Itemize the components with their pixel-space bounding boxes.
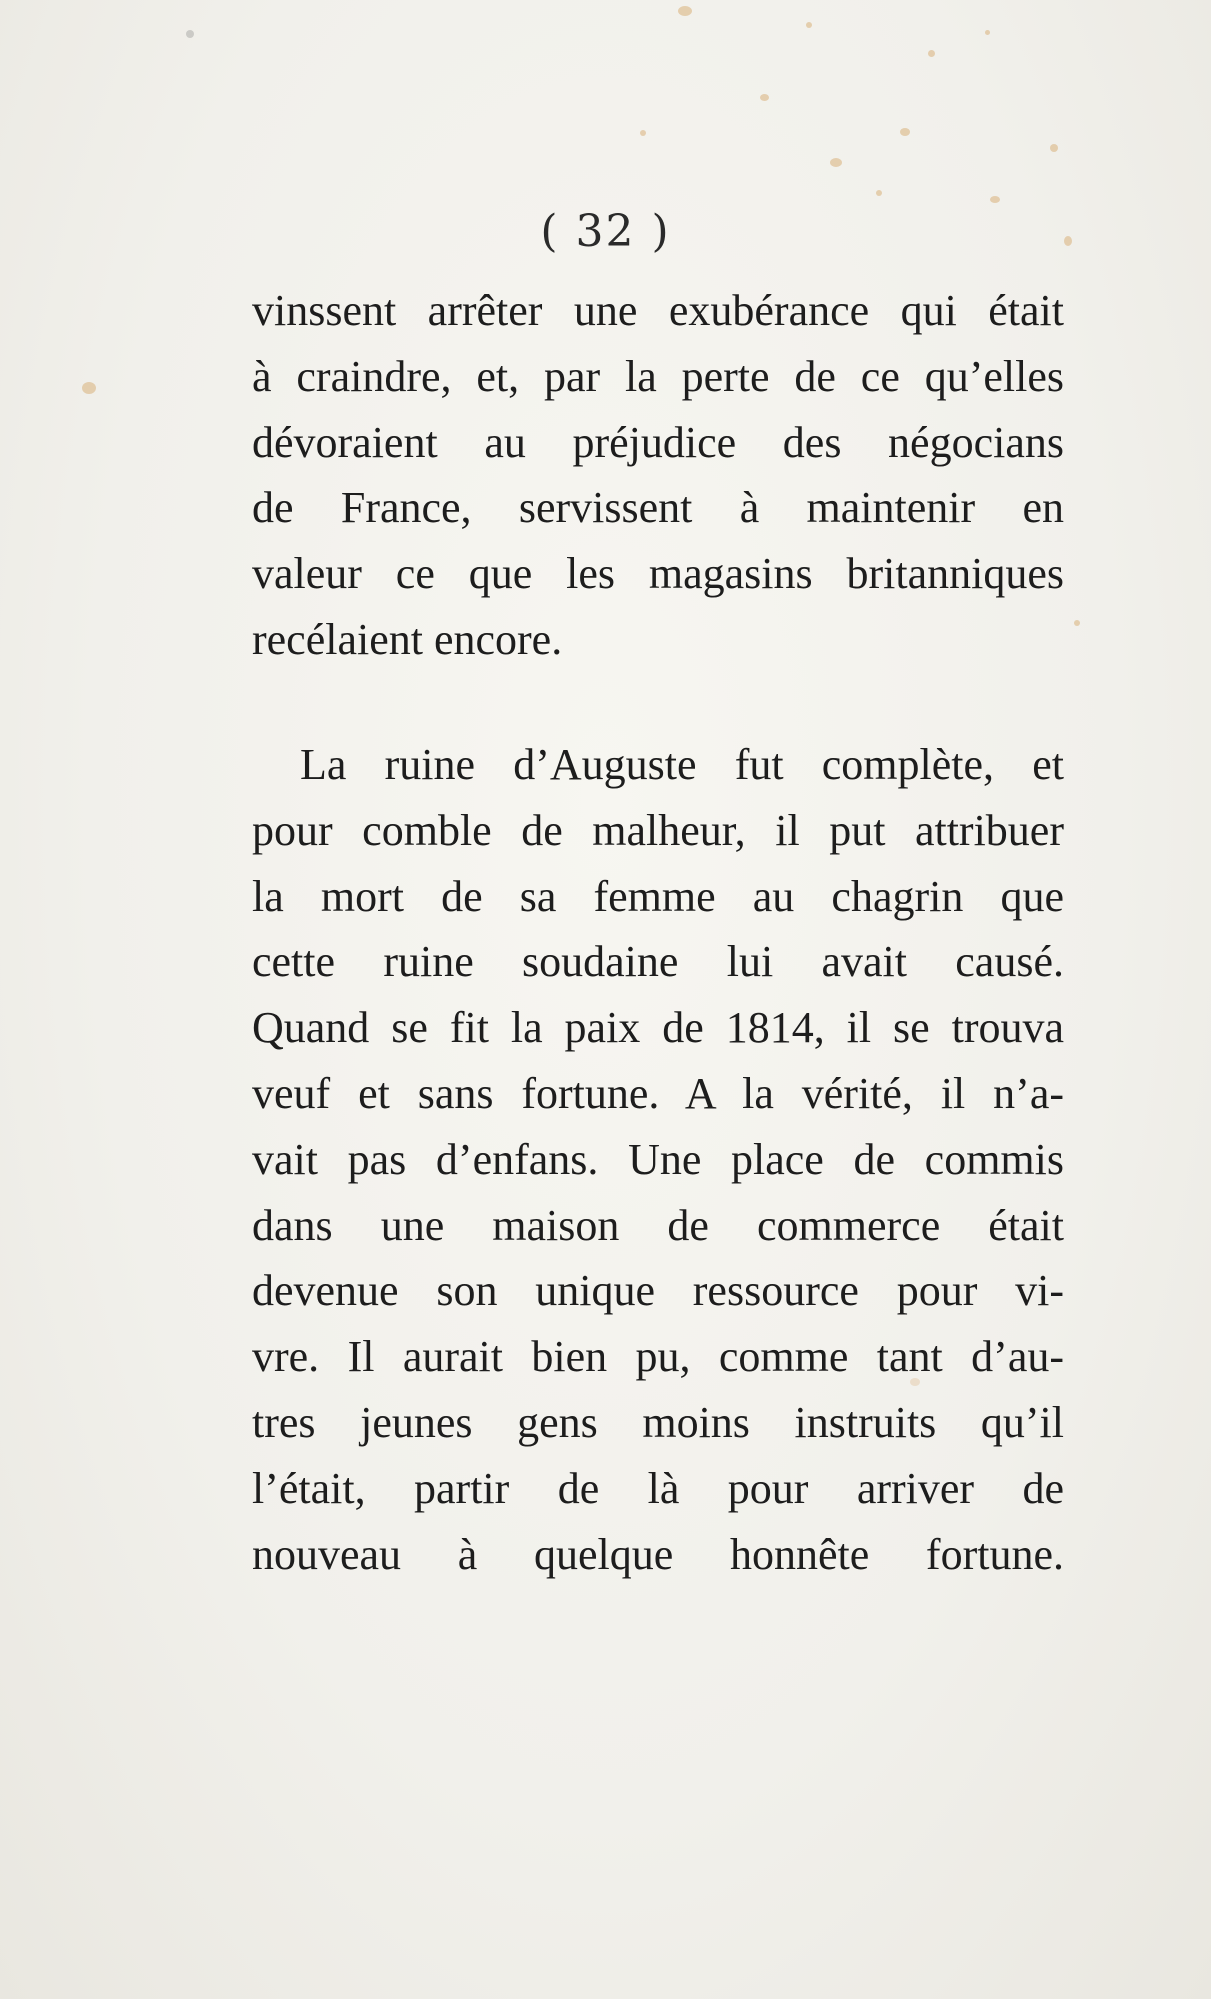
text-line: dévoraient au préjudice des négocians bbox=[252, 417, 1064, 467]
text-line: vinssent arrêter une exubérance qui était bbox=[252, 286, 1064, 335]
text-line: devenue son unique ressource pour vi- bbox=[252, 1266, 1064, 1316]
page-number: ( 32 ) bbox=[540, 206, 671, 257]
text-line: valeur ce que les magasins britanniques bbox=[252, 549, 1064, 599]
text-line: vait pas d’enfans. Une place de commis bbox=[252, 1134, 1064, 1184]
text-line: tres jeunes gens moins instruits qu’il bbox=[252, 1397, 1064, 1447]
text-line: la mort de sa femme au chagrin que bbox=[252, 871, 1064, 921]
foxing-spot bbox=[900, 128, 910, 136]
paragraph-2 bbox=[252, 732, 1064, 1587]
foxing-spot bbox=[928, 50, 935, 57]
foxing-spot bbox=[990, 196, 1000, 203]
foxing-spot bbox=[640, 130, 646, 136]
text-line: pour comble de malheur, il put attribuer bbox=[252, 805, 1064, 855]
text-line: veuf et sans fortune. A la vérité, il n’a- bbox=[252, 1068, 1064, 1118]
foxing-spot bbox=[985, 30, 990, 35]
foxing-spot bbox=[678, 6, 692, 16]
foxing-spot bbox=[1050, 144, 1058, 152]
text-line: recélaient encore. bbox=[252, 614, 563, 664]
text-line: Quand se fit la paix de 1814, il se trouva bbox=[252, 1003, 1064, 1053]
text-line: nouveau à quelque honnête fortune. bbox=[252, 1529, 1064, 1579]
text-line: La ruine d’Auguste fut complète, et bbox=[300, 740, 1064, 789]
foxing-spot bbox=[82, 382, 96, 394]
foxing-spot bbox=[186, 30, 194, 38]
text-line: l’était, partir de là pour arriver de bbox=[252, 1463, 1064, 1513]
foxing-spot bbox=[876, 190, 882, 196]
text-line: à craindre, et, par la perte de ce qu’elles bbox=[252, 351, 1064, 401]
text-line: vre. Il aurait bien pu, comme tant d’au- bbox=[252, 1332, 1064, 1382]
foxing-spot bbox=[830, 158, 842, 167]
foxing-spot bbox=[760, 94, 769, 101]
foxing-spot bbox=[806, 22, 812, 28]
text-line: dans une maison de commerce était bbox=[252, 1200, 1064, 1250]
text-line: de France, servissent à maintenir en bbox=[252, 483, 1064, 533]
foxing-spot bbox=[1074, 620, 1080, 626]
paragraph-1 bbox=[252, 278, 1064, 673]
text-line: cette ruine soudaine lui avait causé. bbox=[252, 937, 1064, 987]
